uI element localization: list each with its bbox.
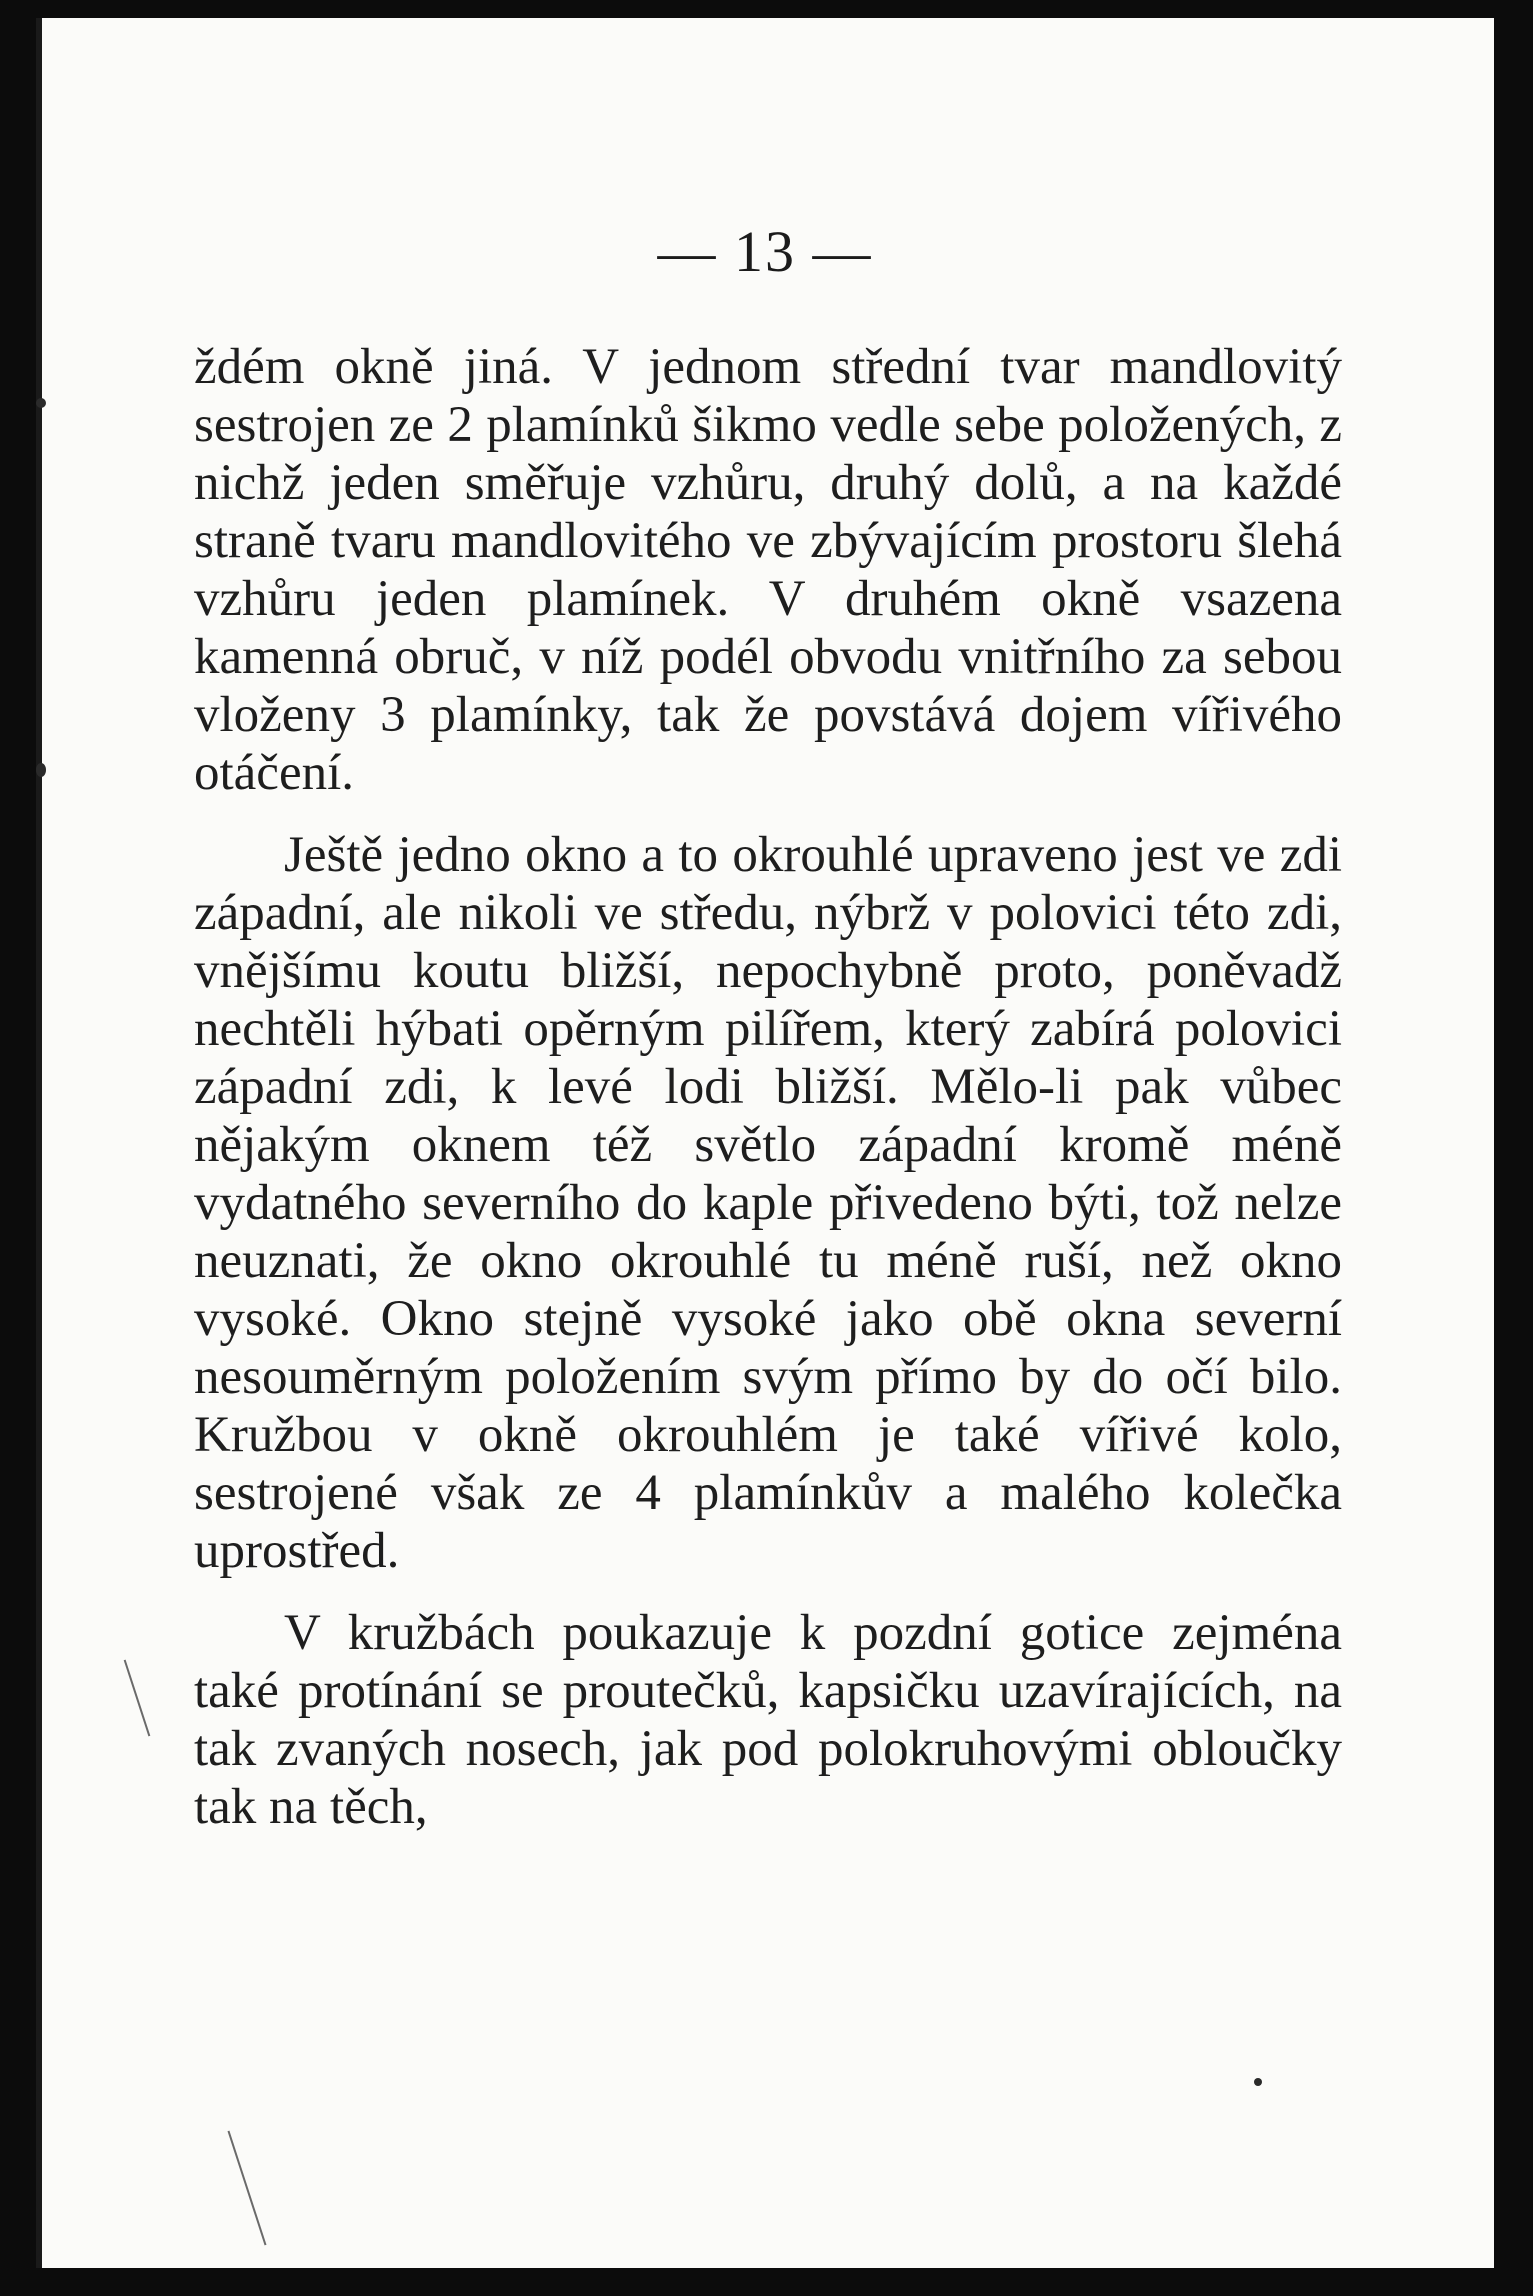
paper-scratch [124,1660,151,1737]
ink-speck [36,763,46,777]
ink-speck [1254,2078,1262,2086]
body-text [194,338,1342,1860]
book-page [36,18,1494,2268]
page-number: — 13 — [657,219,873,284]
paragraph-continued: ždém okně jiná. V jednom střední tvar mandlovitý sestrojen ze 2 plamínků šikmo vedle sebe položených, z nichž jeden směřuje vzhůru, druhý dolů, a na každé straně tvaru mandlovitého ve zbývajícím prostoru šlehá vzhůru jeden plamínek. V druhém okně vsazena kamenná obruč, v níž podél obvodu vnitřního za sebou vloženy 3 plamínky, tak že povstává dojem vířivého otáčení. [194,339,1342,801]
binding-edge [36,18,42,2268]
paragraph: V kružbách poukazuje k pozdní gotice zejména také protínání se proutečků, kapsičku uzavírajících, na tak zvaných nosech, jak pod polokruhovými obloučky tak na těch, [194,1605,1342,1835]
paper-scratch [228,2131,267,2246]
paragraph: Ještě jedno okno a to okrouhlé upraveno jest ve zdi západní, ale nikoli ve středu, nýbrž v polovici této zdi, vnějšímu koutu bližší, nepochybně proto, poněvadž nechtěli hýbati opěrným pilířem, který zabírá polovici západní zdi, k levé lodi bližší. Mělo-li pak vůbec nějakým oknem též světlo západní kromě méně vydatného severního do kaple přivedeno býti, tož nelze neuznati, že okno okrouhlé tu méně ruší, než okno vysoké. Okno stejně vysoké jako obě okna severní nesouměrným položením svým přímo by do očí bilo. Kružbou v okně okrouhlém je také vířivé kolo, sestrojené však ze 4 plamínkův a malého kolečka uprostřed. [194,827,1342,1579]
ink-speck [36,398,46,408]
